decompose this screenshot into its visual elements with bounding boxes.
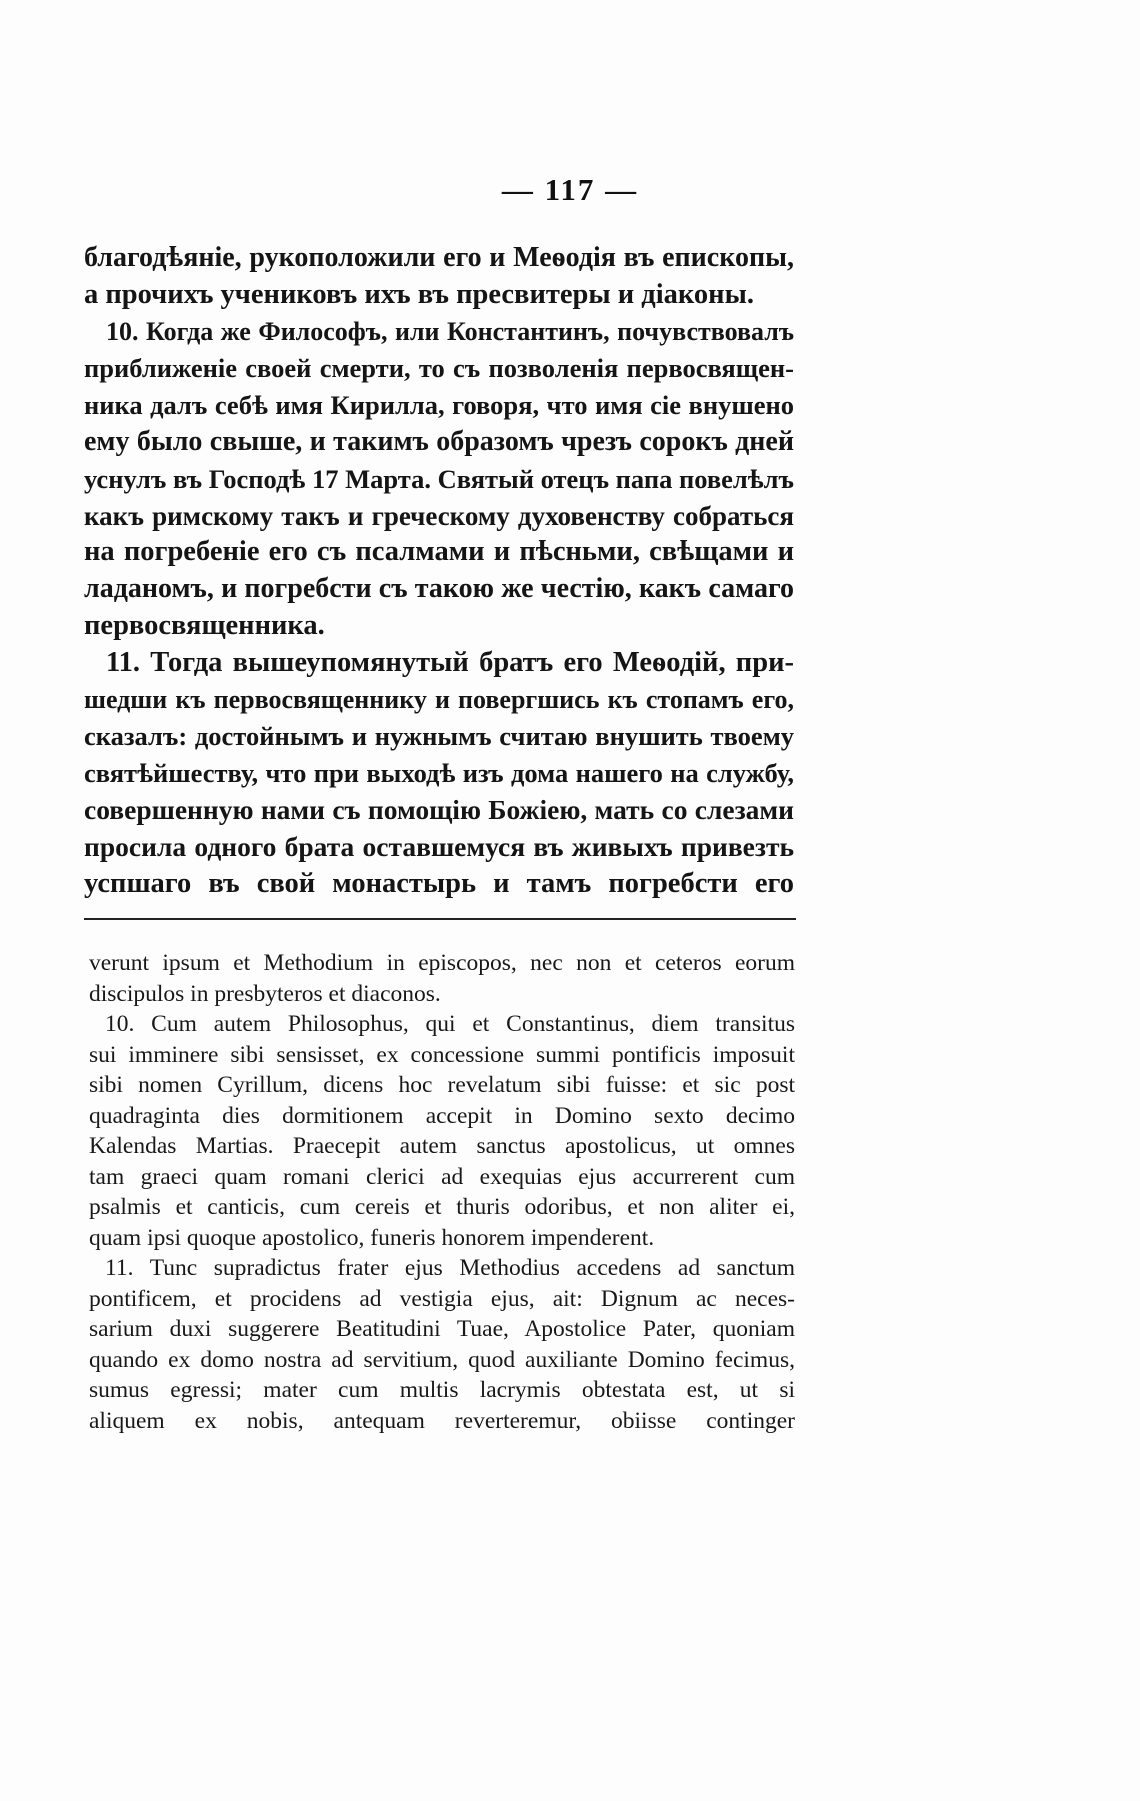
russian-line: просила одного брата оставшемуся въ живыхъ привезть <box>84 830 794 862</box>
russian-line: 11. Тогда вышеупомянутый братъ его Меѳодій, при- <box>106 646 794 678</box>
russian-line: совершенную нами съ помощію Божіею, мать со слезами <box>84 793 794 825</box>
latin-line: sarium duxi suggerere Beatitudini Tuae, Apostolice Pater, quoniam <box>89 1316 795 1342</box>
latin-line: verunt ipsum et Methodium in episcopos, nec non et ceteros eorum <box>89 950 795 976</box>
latin-text-block <box>89 948 795 1436</box>
footnote-divider <box>84 918 796 920</box>
latin-line: 10. Cum autem Philosophus, qui et Constantinus, diem transitus <box>105 1011 795 1037</box>
latin-line: aliquem ex nobis, antequam reverteremur, obiisse continger <box>89 1407 795 1434</box>
latin-line: Kalendas Martias. Praecepit autem sanctus apostolicus, ut omnes <box>89 1133 795 1159</box>
russian-line: 10. Когда же Философъ, или Константинъ, почувствовалъ <box>106 316 794 346</box>
russian-line: сказалъ: достойнымъ и нужнымъ считаю внушить твоему <box>84 721 794 752</box>
russian-line: на погребеніе его съ псалмами и пѣсньми, свѣщами и <box>84 536 794 568</box>
latin-line: psalmis et canticis, cum cereis et thuris odoribus, et non aliter ei, <box>89 1194 795 1220</box>
russian-line: шедши къ первосвященнику и повергшись къ стопамъ его, <box>84 684 794 714</box>
russian-line: первосвященника. <box>84 609 325 641</box>
russian-line: ника далъ себѣ имя Кирилла, говоря, что имя сіе внушено <box>84 390 794 421</box>
russian-line: а прочихъ учениковъ ихъ въ пресвитеры и діаконы. <box>84 278 754 310</box>
page-number: — 117 — <box>501 172 639 207</box>
russian-line: благодѣяніе, рукоположили его и Меѳодія въ епископы, <box>84 242 794 273</box>
latin-line: quando ex domo nostra ad servitium, quod auxiliante Domino fecimus, <box>89 1346 795 1373</box>
latin-line: sibi nomen Cyrillum, dicens hoc revelatum sibi fuisse: et sic post <box>89 1072 795 1098</box>
russian-line: приближеніе своей смерти, то съ позволенія первосвящен- <box>84 353 794 384</box>
russian-line: святѣйшеству, что при выходѣ изъ дома нашего на службу, <box>84 758 794 789</box>
latin-line: pontificem, et procidens ad vestigia ejus, ait: Dignum ac neces- <box>89 1285 795 1312</box>
russian-line: какъ римскому такъ и греческому духовенству собраться <box>84 500 794 531</box>
latin-line: discipulos in presbyteros et diaconos. <box>89 980 441 1007</box>
russian-line: ему было свыше, и такимъ образомъ чрезъ сорокъ дней <box>84 425 794 457</box>
latin-line: sumus egressi; mater cum multis lacrymis obtestata est, ut si <box>89 1377 795 1403</box>
latin-line: sui imminere sibi sensisset, ex concessione summi pontificis imposuit <box>89 1041 795 1068</box>
russian-line: успшаго въ свой монастырь и тамъ погребсти его <box>84 867 794 899</box>
latin-line: tam graeci quam romani clerici ad exequias ejus accurrerent cum <box>89 1163 795 1190</box>
russian-text-block <box>84 240 794 902</box>
latin-line: 11. Tunc supradictus frater ejus Methodius accedens ad sanctum <box>105 1255 795 1281</box>
russian-line: ладаномъ, и погребсти съ такою же честію, какъ самаго <box>84 573 794 605</box>
latin-line: quadraginta dies dormitionem accepit in Domino sexto decimo <box>89 1102 795 1129</box>
latin-line: quam ipsi quoque apostolico, funeris honorem impenderent. <box>89 1224 655 1251</box>
russian-line: уснулъ въ Господѣ 17 Марта. Святый отецъ папа повелѣлъ <box>84 463 794 494</box>
